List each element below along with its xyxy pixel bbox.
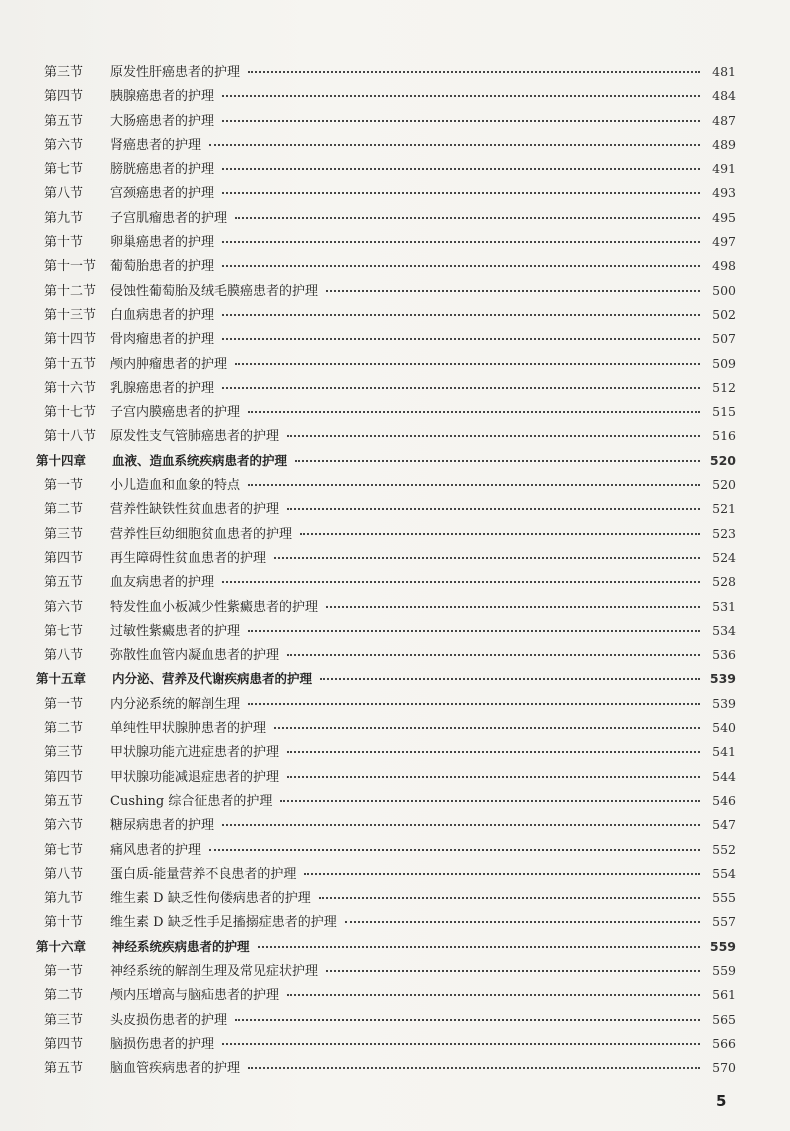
entry-number: 第十七节 xyxy=(44,405,97,421)
entry-number: 第六节 xyxy=(44,818,84,834)
dot-leader xyxy=(209,144,700,146)
entry-page-number: 559 xyxy=(709,938,736,954)
entry-page-number: 557 xyxy=(712,914,736,930)
entry-title: 乳腺癌患者的护理 xyxy=(110,380,215,396)
entry-page-number: 536 xyxy=(712,647,736,663)
entry-title: 颅内肿瘤患者的护理 xyxy=(110,356,228,372)
entry-page-number: 487 xyxy=(712,112,736,128)
dot-leader xyxy=(345,921,700,923)
toc-section-entry xyxy=(36,570,736,594)
toc-section-entry xyxy=(36,619,736,643)
entry-page-number: 565 xyxy=(712,1011,736,1027)
entry-title: 营养性巨幼细胞贫血患者的护理 xyxy=(110,526,293,542)
dot-leader xyxy=(248,1067,700,1069)
dot-leader xyxy=(235,217,700,219)
entry-title: 宫颈癌患者的护理 xyxy=(110,186,215,202)
entry-title: 大肠癌患者的护理 xyxy=(110,113,215,129)
entry-page-number: 520 xyxy=(709,452,736,468)
entry-title: 再生障碍性贫血患者的护理 xyxy=(110,550,267,566)
entry-number: 第十五节 xyxy=(44,356,97,372)
entry-page-number: 524 xyxy=(712,549,736,565)
entry-number: 第六节 xyxy=(44,137,84,153)
entry-title: 血液、造血系统疾病患者的护理 xyxy=(112,452,288,468)
toc-section-entry xyxy=(36,157,736,181)
toc-section-entry xyxy=(36,546,736,570)
entry-title: 痛风患者的护理 xyxy=(110,842,202,858)
entry-page-number: 516 xyxy=(712,428,736,444)
entry-number: 第十四节 xyxy=(44,332,97,348)
entry-number: 第十六章 xyxy=(36,938,87,954)
dot-leader xyxy=(222,168,700,170)
dot-leader xyxy=(326,290,700,292)
entry-title: 特发性血小板减少性紫癜患者的护理 xyxy=(110,599,319,615)
entry-title: 神经系统疾病患者的护理 xyxy=(112,938,250,954)
toc-section-entry xyxy=(36,327,736,351)
entry-title: 颅内压增高与脑疝患者的护理 xyxy=(110,988,280,1004)
toc-section-entry xyxy=(36,862,736,886)
toc-section-entry xyxy=(36,643,736,667)
entry-title: 葡萄胎患者的护理 xyxy=(110,259,215,275)
toc-section-entry xyxy=(36,230,736,254)
entry-title: 子宫肌瘤患者的护理 xyxy=(110,210,228,226)
toc-section-entry xyxy=(36,692,736,716)
entry-number: 第五节 xyxy=(44,575,84,591)
entry-number: 第十三节 xyxy=(44,307,97,323)
toc-section-entry xyxy=(36,473,736,497)
entry-number: 第十五章 xyxy=(36,671,87,687)
dot-leader xyxy=(222,338,700,340)
entry-page-number: 491 xyxy=(712,161,736,177)
entry-page-number: 523 xyxy=(712,525,736,541)
dot-leader xyxy=(248,630,700,632)
entry-number: 第四节 xyxy=(44,769,84,785)
dot-leader xyxy=(235,363,700,365)
entry-title: 原发性肝癌患者的护理 xyxy=(110,65,241,80)
entry-page-number: 509 xyxy=(712,355,736,371)
toc-section-entry xyxy=(36,400,736,424)
toc-section-entry xyxy=(36,1008,736,1032)
dot-leader xyxy=(280,800,700,802)
toc-section-entry xyxy=(36,595,736,619)
toc-chapter-entry xyxy=(36,935,736,959)
entry-page-number: 544 xyxy=(712,768,736,784)
entry-page-number: 555 xyxy=(712,890,736,906)
entry-number: 第八节 xyxy=(44,866,84,882)
toc-section-entry xyxy=(36,910,736,934)
entry-page-number: 561 xyxy=(712,987,736,1003)
toc-section-entry xyxy=(36,1032,736,1056)
entry-title: 弥散性血管内凝血患者的护理 xyxy=(110,648,280,664)
entry-page-number: 481 xyxy=(712,64,736,79)
dot-leader xyxy=(248,703,700,705)
entry-title: 甲状腺功能亢进症患者的护理 xyxy=(110,745,280,761)
entry-title: 糖尿病患者的护理 xyxy=(110,818,215,834)
dot-leader xyxy=(320,678,700,680)
entry-page-number: 515 xyxy=(712,404,736,420)
entry-number: 第八节 xyxy=(44,186,84,202)
entry-number: 第四节 xyxy=(44,1036,84,1052)
entry-number: 第十四章 xyxy=(36,452,87,468)
entry-page-number: 512 xyxy=(712,379,736,395)
dot-leader xyxy=(287,994,700,996)
entry-title: 卵巢癌患者的护理 xyxy=(110,235,215,251)
entry-page-number: 520 xyxy=(712,477,736,493)
entry-number: 第三节 xyxy=(44,65,84,80)
toc-section-entry xyxy=(36,60,736,84)
entry-number: 第十二节 xyxy=(44,283,97,299)
toc-section-entry xyxy=(36,352,736,376)
entry-title: 胰腺癌患者的护理 xyxy=(110,89,215,105)
entry-page-number: 540 xyxy=(712,720,736,736)
entry-page-number: 507 xyxy=(712,331,736,347)
entry-page-number: 528 xyxy=(712,574,736,590)
toc-section-entry xyxy=(36,206,736,230)
toc-section-entry xyxy=(36,133,736,157)
entry-title: 脑血管疾病患者的护理 xyxy=(110,1061,241,1077)
entry-number: 第二节 xyxy=(44,988,84,1004)
entry-page-number: 495 xyxy=(712,209,736,225)
entry-title: 蛋白质-能量营养不良患者的护理 xyxy=(110,866,297,882)
entry-number: 第二节 xyxy=(44,721,84,737)
entry-number: 第七节 xyxy=(44,842,84,858)
toc-section-entry xyxy=(36,109,736,133)
entry-number: 第四节 xyxy=(44,550,84,566)
entry-number: 第十六节 xyxy=(44,380,97,396)
entry-page-number: 498 xyxy=(712,258,736,274)
dot-leader xyxy=(222,314,700,316)
dot-leader xyxy=(258,946,700,948)
entry-title: 白血病患者的护理 xyxy=(110,307,215,323)
entry-title: 头皮损伤患者的护理 xyxy=(110,1012,228,1028)
entry-title: 原发性支气管肺癌患者的护理 xyxy=(110,429,280,445)
entry-number: 第十节 xyxy=(44,915,84,931)
entry-page-number: 559 xyxy=(712,962,736,978)
dot-leader xyxy=(287,751,700,753)
entry-title: 膀胱癌患者的护理 xyxy=(110,162,215,178)
toc-section-entry xyxy=(36,303,736,327)
dot-leader xyxy=(326,606,700,608)
dot-leader xyxy=(287,435,700,437)
dot-leader xyxy=(235,1019,700,1021)
entry-number: 第七节 xyxy=(44,162,84,178)
toc-section-entry xyxy=(36,959,736,983)
toc-section-entry xyxy=(36,424,736,448)
toc-section-entry xyxy=(36,522,736,546)
dot-leader xyxy=(209,849,700,851)
dot-leader xyxy=(222,581,700,583)
entry-number: 第一节 xyxy=(44,478,84,494)
entry-title: 营养性缺铁性贫血患者的护理 xyxy=(110,502,280,518)
table-of-contents xyxy=(36,60,736,1080)
toc-section-entry xyxy=(36,716,736,740)
entry-number: 第三节 xyxy=(44,526,84,542)
toc-section-entry xyxy=(36,254,736,278)
dot-leader xyxy=(248,71,700,73)
dot-leader xyxy=(287,508,700,510)
entry-number: 第十节 xyxy=(44,235,84,251)
entry-number: 第十一节 xyxy=(44,259,97,275)
toc-chapter-entry xyxy=(36,667,736,691)
entry-title: 小儿造血和血象的特点 xyxy=(110,478,241,494)
toc-section-entry xyxy=(36,813,736,837)
entry-page-number: 484 xyxy=(712,88,736,104)
entry-title: 血友病患者的护理 xyxy=(110,575,215,591)
entry-page-number: 570 xyxy=(712,1060,736,1076)
entry-number: 第九节 xyxy=(44,891,84,907)
toc-section-entry xyxy=(36,765,736,789)
dot-leader xyxy=(248,484,700,486)
entry-page-number: 497 xyxy=(712,234,736,250)
entry-title: 单纯性甲状腺肿患者的护理 xyxy=(110,721,267,737)
dot-leader xyxy=(295,460,700,462)
entry-number: 第八节 xyxy=(44,648,84,664)
dot-leader xyxy=(319,897,700,899)
entry-page-number: 534 xyxy=(712,622,736,638)
entry-page-number: 493 xyxy=(712,185,736,201)
entry-number: 第十八节 xyxy=(44,429,97,445)
entry-page-number: 531 xyxy=(712,598,736,614)
entry-page-number: 539 xyxy=(712,695,736,711)
entry-title: 神经系统的解剖生理及常见症状护理 xyxy=(110,963,319,979)
dot-leader xyxy=(222,387,700,389)
entry-number: 第三节 xyxy=(44,1012,84,1028)
toc-section-entry xyxy=(36,789,736,813)
entry-page-number: 539 xyxy=(709,671,736,687)
entry-page-number: 500 xyxy=(712,282,736,298)
entry-number: 第七节 xyxy=(44,623,84,639)
entry-page-number: 552 xyxy=(712,841,736,857)
entry-number: 第六节 xyxy=(44,599,84,615)
dot-leader xyxy=(274,557,700,559)
dot-leader xyxy=(304,873,700,875)
entry-number: 第五节 xyxy=(44,793,84,809)
entry-title: Cushing 综合征患者的护理 xyxy=(110,793,273,809)
dot-leader xyxy=(222,120,700,122)
entry-title: 过敏性紫癜患者的护理 xyxy=(110,623,241,639)
toc-chapter-entry xyxy=(36,449,736,473)
entry-page-number: 547 xyxy=(712,817,736,833)
dot-leader xyxy=(287,654,700,656)
entry-page-number: 566 xyxy=(712,1035,736,1051)
entry-page-number: 502 xyxy=(712,306,736,322)
dot-leader xyxy=(222,265,700,267)
dot-leader xyxy=(222,824,700,826)
entry-title: 维生素 D 缺乏性佝偻病患者的护理 xyxy=(110,891,311,907)
toc-section-entry xyxy=(36,181,736,205)
entry-title: 内分泌、营养及代谢疾病患者的护理 xyxy=(112,671,313,687)
entry-title: 肾癌患者的护理 xyxy=(110,137,202,153)
entry-title: 脑损伤患者的护理 xyxy=(110,1036,215,1052)
dot-leader xyxy=(300,533,700,535)
toc-section-entry xyxy=(36,1056,736,1080)
entry-title: 侵蚀性葡萄胎及绒毛膜癌患者的护理 xyxy=(110,283,319,299)
toc-section-entry xyxy=(36,376,736,400)
entry-number: 第四节 xyxy=(44,89,84,105)
toc-section-entry xyxy=(36,84,736,108)
dot-leader xyxy=(222,241,700,243)
toc-section-entry xyxy=(36,497,736,521)
dot-leader xyxy=(222,192,700,194)
entry-title: 骨肉瘤患者的护理 xyxy=(110,332,215,348)
entry-number: 第一节 xyxy=(44,696,84,712)
entry-number: 第九节 xyxy=(44,210,84,226)
entry-page-number: 489 xyxy=(712,136,736,152)
page-number: 5 xyxy=(716,1092,727,1110)
dot-leader xyxy=(222,95,700,97)
entry-number: 第一节 xyxy=(44,963,84,979)
entry-page-number: 554 xyxy=(712,865,736,881)
entry-title: 甲状腺功能减退症患者的护理 xyxy=(110,769,280,785)
toc-section-entry xyxy=(36,279,736,303)
toc-section-entry xyxy=(36,740,736,764)
entry-title: 子宫内膜癌患者的护理 xyxy=(110,405,241,421)
toc-section-entry xyxy=(36,838,736,862)
dot-leader xyxy=(274,727,700,729)
entry-title: 维生素 D 缺乏性手足搐搦症患者的护理 xyxy=(110,915,337,931)
dot-leader xyxy=(326,970,700,972)
toc-section-entry xyxy=(36,983,736,1007)
entry-title: 内分泌系统的解剖生理 xyxy=(110,696,241,712)
entry-number: 第二节 xyxy=(44,502,84,518)
entry-number: 第五节 xyxy=(44,113,84,129)
entry-page-number: 546 xyxy=(712,792,736,808)
entry-page-number: 521 xyxy=(712,501,736,517)
entry-number: 第五节 xyxy=(44,1061,84,1077)
dot-leader xyxy=(222,1043,700,1045)
entry-number: 第三节 xyxy=(44,745,84,761)
dot-leader xyxy=(248,411,700,413)
dot-leader xyxy=(287,776,700,778)
entry-page-number: 541 xyxy=(712,744,736,760)
toc-section-entry xyxy=(36,886,736,910)
